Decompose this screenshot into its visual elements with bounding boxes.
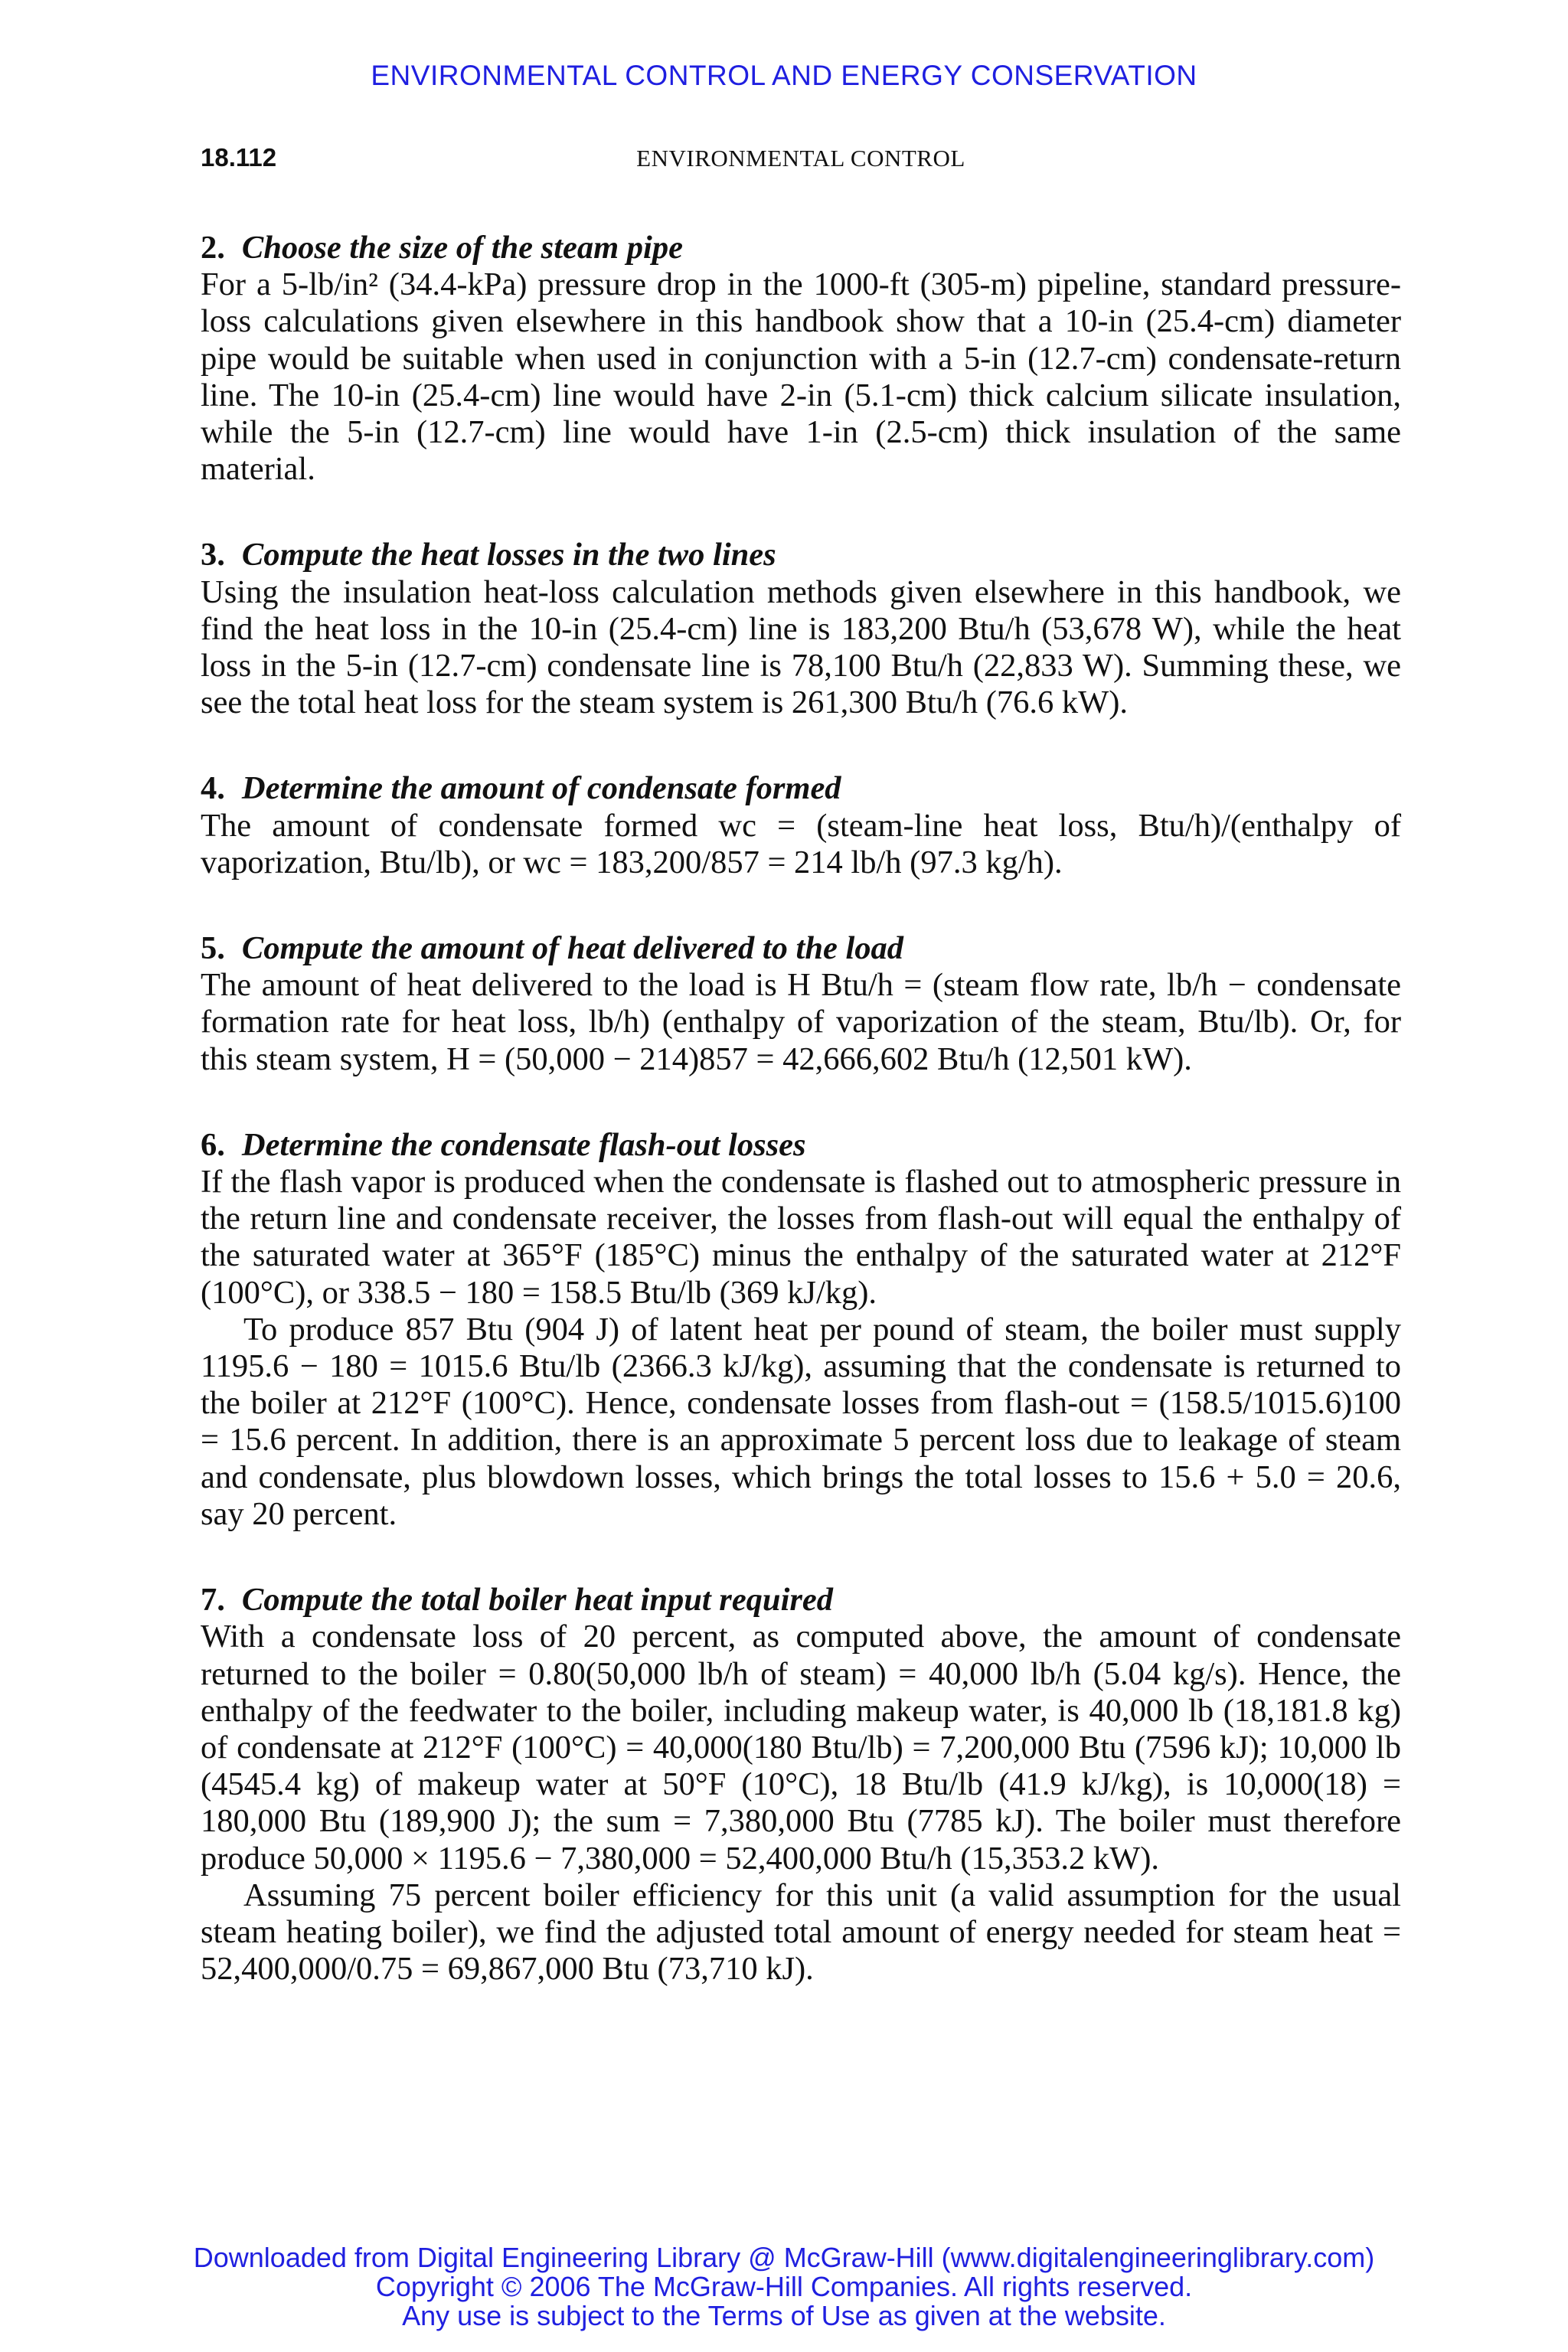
step-number: 4. bbox=[201, 770, 225, 807]
step-number: 2. bbox=[201, 230, 225, 266]
step-5 bbox=[201, 930, 1401, 1078]
footer-copyright-line: Copyright © 2006 The McGraw-Hill Companies. All rights reserved. bbox=[375, 2271, 1193, 2302]
download-footer bbox=[0, 2243, 1568, 2331]
step-paragraph: Using the insulation heat-loss calculation methods given elsewhere in this handbook, we find the heat loss in the 10-in (25.4-cm) line is 183,200 Btu/h (53,678 W), while the heat loss in the 5-in (12.7-cm) condensate line is 78,100 Btu/h (22,833 W). Summing these, we see the total heat loss for the steam system is 261,300 Btu/h (76.6 kW). bbox=[201, 573, 1401, 721]
step-number: 7. bbox=[201, 1582, 225, 1619]
step-heading bbox=[201, 1127, 1401, 1164]
step-paragraph: Assuming 75 percent boiler efficiency for this unit (a valid assumption for the usual steam heating boiler), we find the adjusted total amount of energy needed for steam heat = 52,400,000/0.75 = 69,867,000 Btu (73,710 kJ). bbox=[201, 1877, 1401, 1988]
step-title: Determine the amount of condensate formed bbox=[241, 770, 841, 807]
running-header bbox=[201, 143, 1401, 177]
step-number: 6. bbox=[201, 1126, 225, 1163]
step-heading bbox=[201, 1582, 1401, 1619]
step-paragraph: The amount of heat delivered to the load is H Btu/h = (steam flow rate, lb/h − condensate formation rate for heat loss, lb/h) (enthalpy of vaporization of the steam, Btu/lb). Or, for this steam system, H = (50,000 − 214)857 = 42,666,602 Btu/h (12,501 kW). bbox=[201, 967, 1401, 1077]
footer-download-line[interactable]: Downloaded from Digital Engineering Library @ McGraw-Hill (www.digitalengineeringlibrary.com) bbox=[193, 2242, 1375, 2273]
footer-terms-line: Any use is subject to the Terms of Use as given at the website. bbox=[402, 2300, 1166, 2331]
step-title: Compute the amount of heat delivered to the load bbox=[241, 930, 904, 967]
step-title: Choose the size of the steam pipe bbox=[241, 230, 683, 266]
step-title: Compute the total boiler heat input required bbox=[241, 1582, 834, 1619]
step-heading bbox=[201, 770, 1401, 807]
step-2 bbox=[201, 230, 1401, 488]
page-number: 18.112 bbox=[201, 143, 277, 172]
step-4 bbox=[201, 770, 1401, 881]
step-6 bbox=[201, 1127, 1401, 1533]
step-paragraph: To produce 857 Btu (904 J) of latent heat per pound of steam, the boiler must supply 1195.6 − 180 = 1015.6 Btu/lb (2366.3 kJ/kg), assuming that the condensate is returned to the boiler at 212°F (100°C). Hence, condensate losses from flash-out = (158.5/1015.6)100 = 15.6 percent. In addition, there is an approximate 5 percent loss due to leakage of steam and condensate, plus blowdown losses, which brings the total losses to 15.6 + 5.0 = 20.6, say 20 percent. bbox=[201, 1311, 1401, 1532]
step-number: 5. bbox=[201, 930, 225, 967]
chapter-banner: ENVIRONMENTAL CONTROL AND ENERGY CONSERVATION bbox=[371, 60, 1197, 91]
step-number: 3. bbox=[201, 537, 225, 573]
running-head-title: ENVIRONMENTAL CONTROL bbox=[636, 145, 965, 172]
step-heading bbox=[201, 230, 1401, 266]
page-body bbox=[201, 230, 1401, 2037]
step-title: Compute the heat losses in the two lines bbox=[241, 537, 776, 573]
step-heading bbox=[201, 930, 1401, 967]
step-7 bbox=[201, 1582, 1401, 1988]
step-paragraph: The amount of condensate formed wc = (steam-line heat loss, Btu/h)/(enthalpy of vaporization, Btu/lb), or wc = 183,200/857 = 214 lb/h (97.3 kg/h). bbox=[201, 807, 1401, 880]
step-heading bbox=[201, 537, 1401, 573]
step-paragraph: With a condensate loss of 20 percent, as computed above, the amount of condensate returned to the boiler = 0.80(50,000 lb/h of steam) = 40,000 lb/h (5.04 kg/s). Hence, the enthalpy of the feedwater to the boiler, including makeup water, is 40,000 lb (18,181.8 kg) of condensate at 212°F (100°C) = 40,000(180 Btu/lb) = 7,200,000 Btu (7596 kJ); 10,000 lb (4545.4 kg) of makeup water at 50°F (10°C), 18 Btu/lb (41.9 kJ/kg), is 10,000(18) = 180,000 Btu (189,900 J); the sum = 7,380,000 Btu (7785 kJ). The boiler must therefore produce 50,000 × 1195.6 − 7,380,000 = 52,400,000 Btu/h (15,353.2 kW). bbox=[201, 1619, 1401, 1877]
step-paragraph: For a 5-lb/in² (34.4-kPa) pressure drop in the 1000-ft (305-m) pipeline, standard pressure-loss calculations given elsewhere in this handbook show that a 10-in (25.4-cm) diameter pipe would be suitable when used in conjunction with a 5-in (12.7-cm) condensate-return line. The 10-in (25.4-cm) line would have 2-in (5.1-cm) thick calcium silicate insulation, while the 5-in (12.7-cm) line would have 1-in (2.5-cm) thick insulation of the same material. bbox=[201, 266, 1401, 488]
step-3 bbox=[201, 537, 1401, 721]
step-paragraph: If the flash vapor is produced when the condensate is flashed out to atmospheric pressure in the return line and condensate receiver, the losses from flash-out will equal the enthalpy of the saturated water at 365°F (185°C) minus the enthalpy of the saturated water at 212°F (100°C), or 338.5 − 180 = 158.5 Btu/lb (369 kJ/kg). bbox=[201, 1164, 1401, 1311]
step-title: Determine the condensate flash-out losses bbox=[241, 1126, 806, 1163]
